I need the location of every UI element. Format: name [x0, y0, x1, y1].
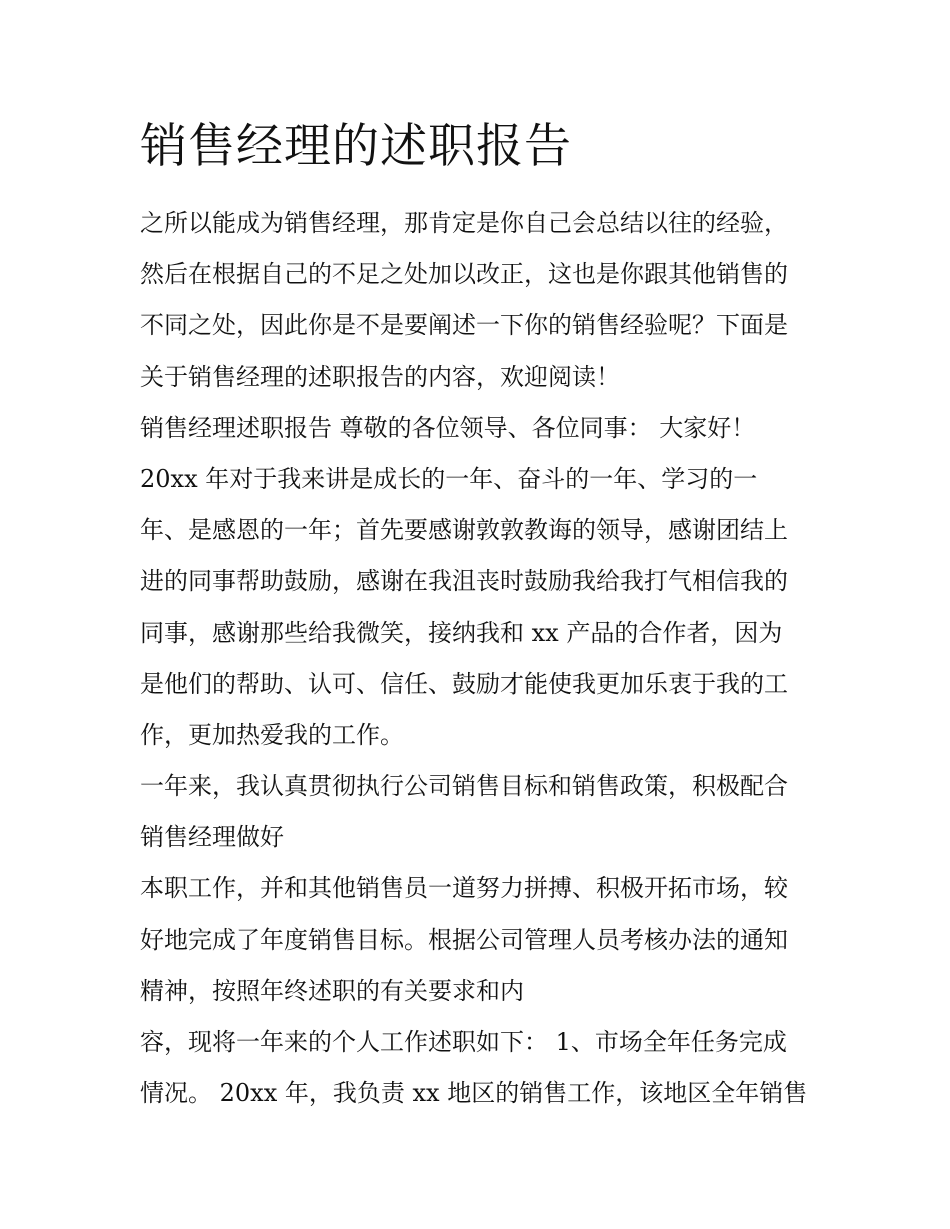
document-title: 销售经理的述职报告: [140, 119, 572, 174]
body-line: 之所以能成为销售经理，那肯定是你自己会总结以往的经验，: [140, 209, 788, 237]
body-line: 情况。 20xx 年，我负责 xx 地区的销售工作，该地区全年销售: [140, 1079, 808, 1108]
document-body: [140, 198, 820, 1119]
body-line: 20xx 年对于我来讲是成长的一年、奋斗的一年、学习的一: [140, 464, 758, 493]
body-line: 本职工作，并和其他销售员一道努力拼搏、积极开拓市场，较: [140, 874, 788, 903]
body-line: 好地完成了年度销售目标。根据公司管理人员考核办法的通知: [140, 925, 788, 954]
body-line: 销售经理做好: [140, 823, 284, 852]
body-line: 年、是感恩的一年；首先要感谢敦敦教诲的领导，感谢团结上: [140, 516, 788, 545]
body-line: 同事，感谢那些给我微笑，接纳我和 xx 产品的合作者，因为: [140, 618, 783, 647]
body-line: 作，更加热爱我的工作。: [140, 720, 404, 749]
body-line: 关于销售经理的述职报告的内容，欢迎阅读！: [140, 362, 620, 391]
body-line: 进的同事帮助鼓励，感谢在我沮丧时鼓励我给我打气相信我的: [140, 567, 788, 596]
body-line: 然后在根据自己的不足之处加以改正，这也是你跟其他销售的: [140, 260, 788, 289]
body-line: 是他们的帮助、认可、信任、鼓励才能使我更加乐衷于我的工: [140, 669, 788, 698]
body-line: 精神，按照年终述职的有关要求和内: [140, 976, 524, 1005]
body-line: 容，现将一年来的个人工作述职如下： 1、市场全年任务完成: [140, 1028, 787, 1056]
body-line: 一年来，我认真贯彻执行公司销售目标和销售政策，积极配合: [140, 772, 788, 801]
body-line: 不同之处，因此你是不是要阐述一下你的销售经验呢？下面是: [140, 311, 788, 340]
body-line: 销售经理述职报告 尊敬的各位领导、各位同事： 大家好！: [140, 413, 756, 442]
